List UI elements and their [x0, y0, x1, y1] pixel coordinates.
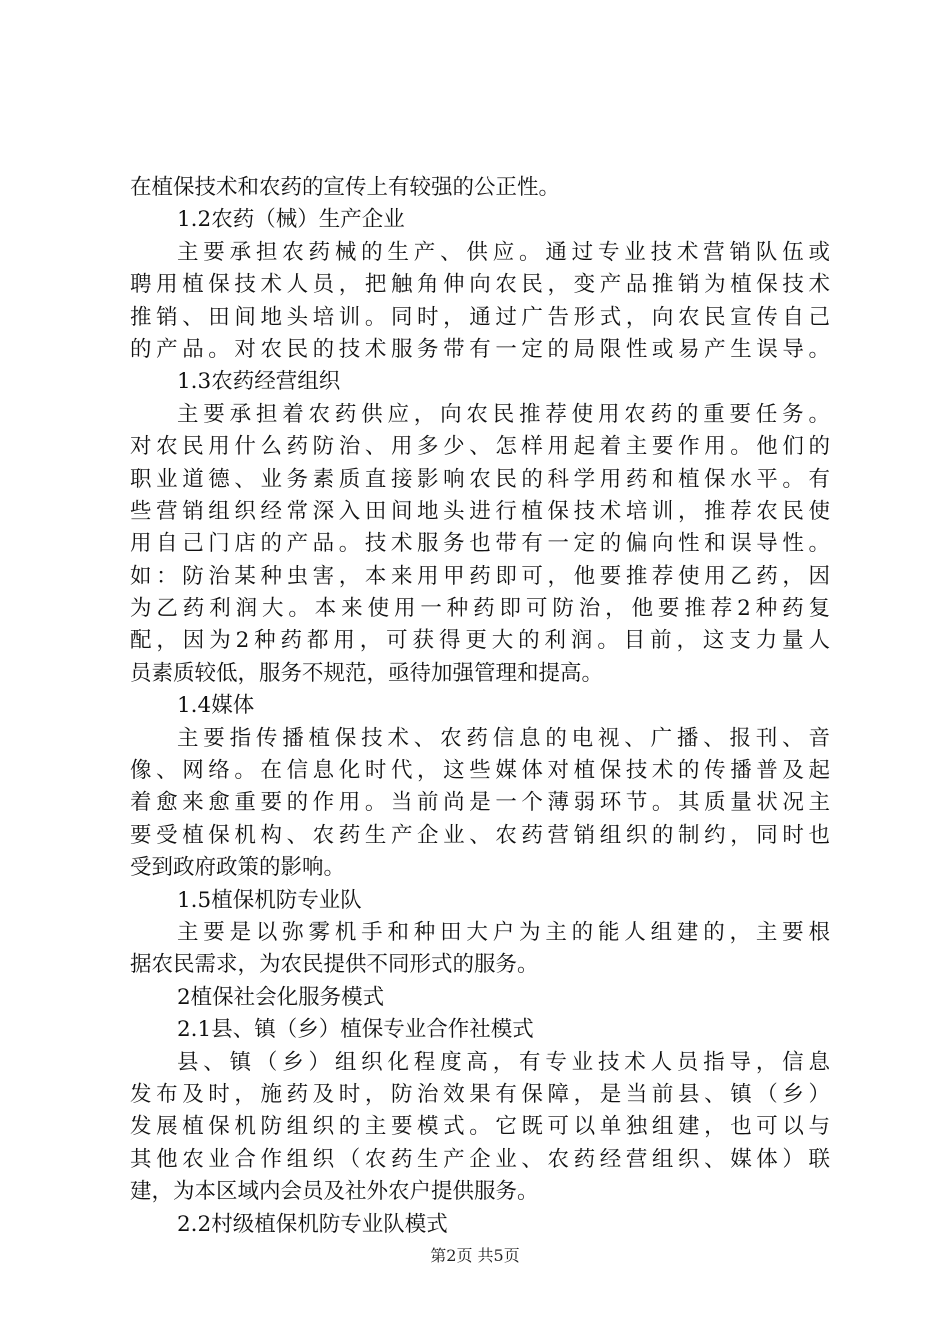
text-line: 主要是以弥雾机手和种田大户为主的能人组建的，主要根: [177, 919, 830, 945]
text-line: 发展植保机防组织的主要模式。它既可以单独组建，也可以与: [130, 1114, 830, 1140]
text-line: 其他农业合作组织（农药生产企业、农药经营组织、媒体）联: [130, 1146, 830, 1172]
text-line: 为乙药利润大。本来使用一种药即可防治，他要推荐2种药复: [130, 596, 830, 622]
text-line: 着愈来愈重要的作用。当前尚是一个薄弱环节。其质量状况主: [130, 790, 830, 816]
document-body: [130, 172, 830, 1241]
section-heading: 1.5植保机防专业队: [177, 887, 362, 913]
text-line: 如：防治某种虫害，本来用甲药即可，他要推荐使用乙药，因: [130, 563, 830, 589]
text-line: 员素质较低，服务不规范，亟待加强管理和提高。: [130, 660, 604, 686]
text-line: 发布及时，施药及时，防治效果有保障，是当前县、镇（乡）: [130, 1081, 830, 1107]
text-line: 推销、田间地头培训。同时，通过广告形式，向农民宣传自己: [130, 304, 830, 330]
text-line: 配，因为2种药都用，可获得更大的利润。目前，这支力量人: [130, 628, 830, 654]
text-line: 要受植保机构、农药生产企业、农药营销组织的制约，同时也: [130, 822, 830, 848]
section-heading: 2.2村级植保机防专业队模式: [177, 1211, 448, 1237]
text-line: 主要承担着农药供应，向农民推荐使用农药的重要任务。: [177, 401, 830, 427]
page-footer: 第2页 共5页: [430, 1246, 520, 1265]
text-line: 受到政府政策的影响。: [130, 855, 346, 881]
section-heading: 2植保社会化服务模式: [177, 984, 385, 1010]
text-line: 像、网络。在信息化时代，这些媒体对植保技术的传播普及起: [130, 758, 830, 784]
section-heading: 2.1县、镇（乡）植保专业合作社模式: [177, 1017, 534, 1043]
text-line: 用自己门店的产品。技术服务也带有一定的偏向性和误导性。: [130, 531, 830, 557]
text-line: 对农民用什么药防治、用多少、怎样用起着主要作用。他们的: [130, 434, 830, 460]
text-line: 职业道德、业务素质直接影响农民的科学用药和植保水平。有: [130, 466, 830, 492]
text-line: 主要指传播植保技术、农药信息的电视、广播、报刊、音: [177, 725, 830, 751]
text-line: 聘用植保技术人员，把触角伸向农民，变产品推销为植保技术: [130, 272, 830, 298]
section-heading: 1.4媒体: [177, 693, 255, 719]
text-line: 主要承担农药械的生产、供应。通过专业技术营销队伍或: [177, 239, 830, 265]
text-line: 在植保技术和农药的宣传上有较强的公正性。: [130, 175, 561, 200]
text-line: 据农民需求，为农民提供不同形式的服务。: [130, 952, 539, 978]
section-heading: 1.3农药经营组织: [177, 369, 341, 395]
text-line: 县、镇（乡）组织化程度高，有专业技术人员指导，信息: [177, 1049, 830, 1075]
text-line: 建，为本区域内会员及社外农户提供服务。: [130, 1179, 539, 1205]
section-heading: 1.2农药（械）生产企业: [177, 207, 405, 233]
text-line: 些营销组织经常深入田间地头进行植保技术培训，推荐农民使: [130, 498, 830, 524]
text-line: 的产品。对农民的技术服务带有一定的局限性或易产生误导。: [130, 336, 830, 362]
